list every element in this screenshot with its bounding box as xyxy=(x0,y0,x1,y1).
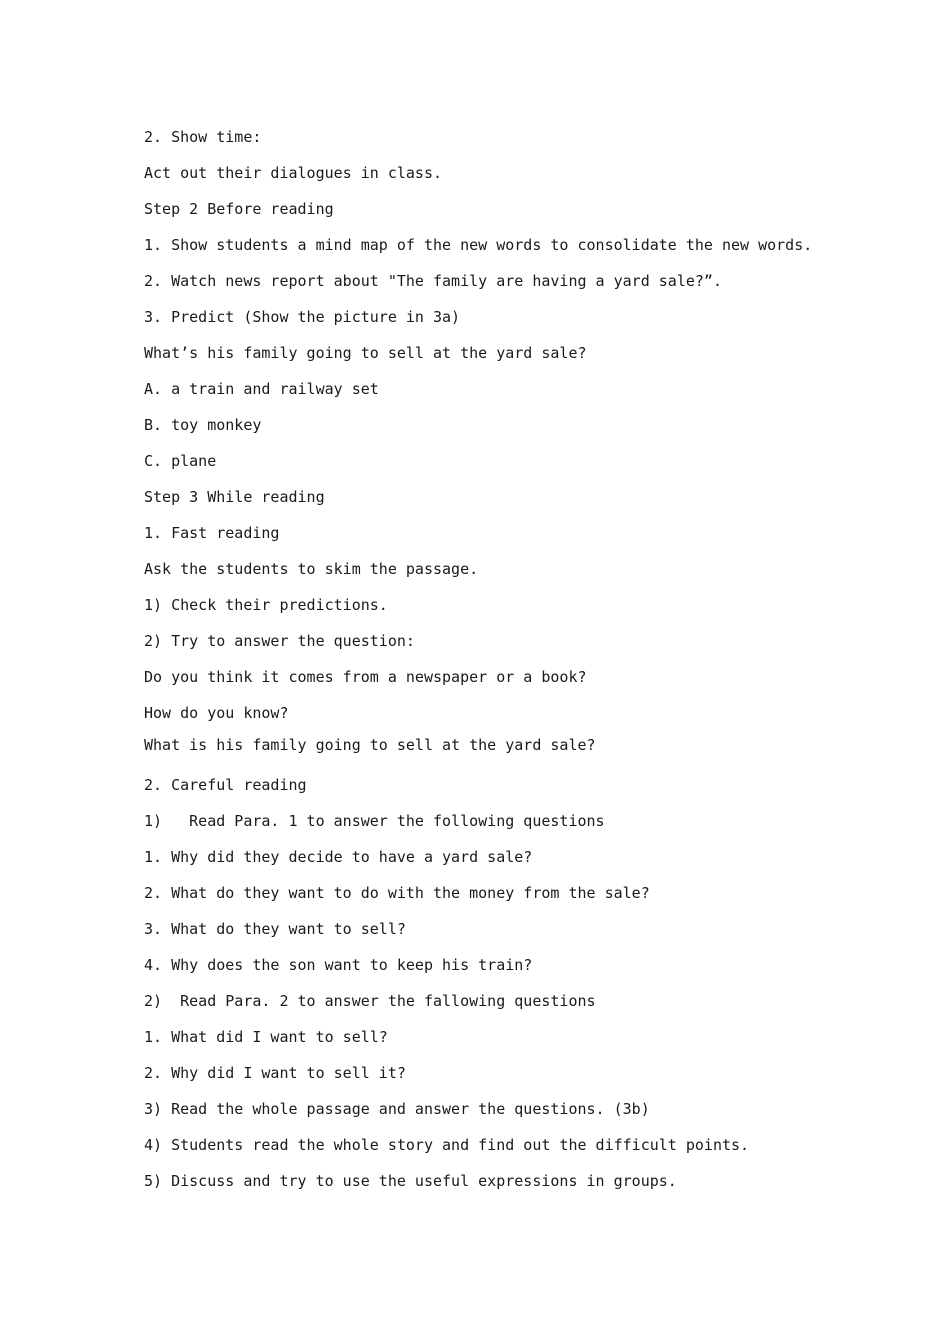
question-text: 2. What do they want to do with the money from the sale? xyxy=(144,884,650,902)
question-text: 1. What did I want to sell? xyxy=(144,1028,388,1046)
list-item: 1. Show students a mind map of the new words to consolidate the new words. xyxy=(144,236,813,254)
list-item: 3. Predict (Show the picture in 3a) xyxy=(144,308,461,326)
list-item: 2. Careful reading xyxy=(144,776,307,794)
question-text: What’s his family going to sell at the yard sale? xyxy=(144,344,587,362)
list-item: 2. Watch news report about "The family are having a yard sale?”. xyxy=(144,272,722,290)
list-item: 1) Read Para. 1 to answer the following questions xyxy=(144,812,605,830)
document-body xyxy=(144,124,904,1204)
list-item: 4) Students read the whole story and find out the difficult points. xyxy=(144,1136,750,1154)
instruction-text: Act out their dialogues in class. xyxy=(144,164,443,182)
question-text: How do you know? xyxy=(144,704,289,722)
instruction-text: Ask the students to skim the passage. xyxy=(144,560,479,578)
list-item: 2) Try to answer the question: xyxy=(144,632,415,650)
step-heading: Step 2 Before reading xyxy=(144,200,334,218)
option-item: C. plane xyxy=(144,452,217,470)
question-text: 1. Why did they decide to have a yard sale? xyxy=(144,848,533,866)
question-text: 3. What do they want to sell? xyxy=(144,920,406,938)
question-text: 2. Why did I want to sell it? xyxy=(144,1064,406,1082)
section-heading: 2. Show time: xyxy=(144,128,262,146)
step-heading: Step 3 While reading xyxy=(144,488,325,506)
question-text: Do you think it comes from a newspaper or a book? xyxy=(144,668,587,686)
list-item: 5) Discuss and try to use the useful expressions in groups. xyxy=(144,1172,677,1190)
list-item: 2) Read Para. 2 to answer the fallowing questions xyxy=(144,992,596,1010)
question-text: 4. Why does the son want to keep his train? xyxy=(144,956,533,974)
list-item: 1) Check their predictions. xyxy=(144,596,388,614)
option-item: B. toy monkey xyxy=(144,416,262,434)
question-text: What is his family going to sell at the yard sale? xyxy=(144,736,596,754)
list-item: 1. Fast reading xyxy=(144,524,280,542)
list-item: 3) Read the whole passage and answer the questions. (3b) xyxy=(144,1100,650,1118)
option-item: A. a train and railway set xyxy=(144,380,379,398)
